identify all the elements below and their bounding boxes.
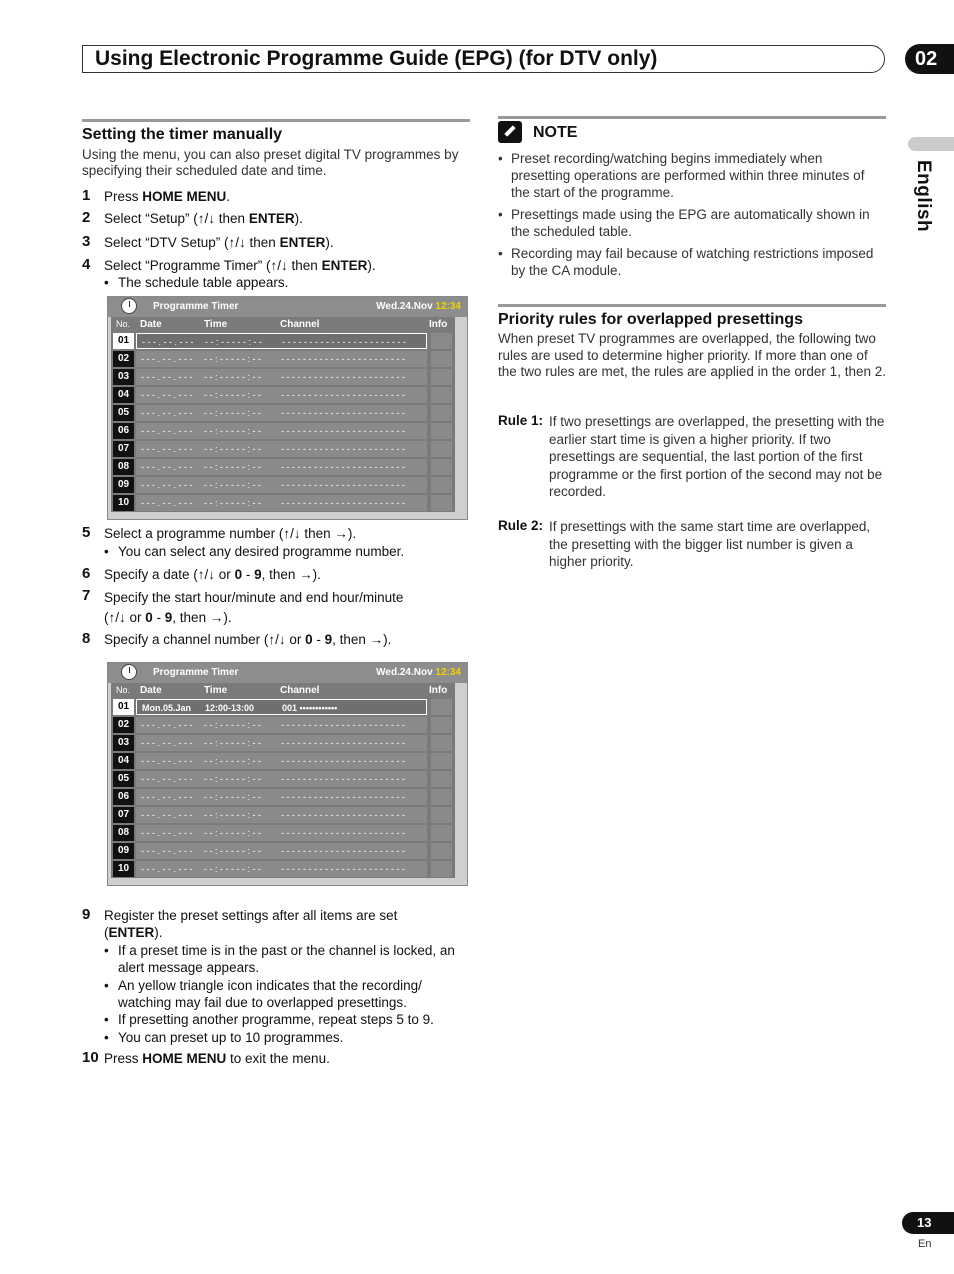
row-info (431, 459, 452, 475)
row-date: - - - . - - . - - - (141, 426, 193, 436)
row-info (431, 369, 452, 385)
row-cell (136, 843, 427, 859)
row-date: - - - . - - . - - - (141, 738, 193, 748)
row-channel: - - - - - - - - - - - - - - - - - - - - - - - (281, 480, 405, 490)
table-header (111, 317, 455, 332)
section-rule (82, 119, 470, 122)
row-info (431, 753, 452, 769)
page-title: Using Electronic Programme Guide (EPG) (for DTV only) (95, 47, 658, 70)
step-text: ). (325, 235, 334, 250)
step-text: Select a programme number (↑/↓ then →). (104, 526, 357, 541)
timer-table (111, 317, 455, 512)
section-intro: Using the menu, you can also preset digital TV programmes by specifying their scheduled date and time. (82, 147, 459, 178)
row-cell (136, 369, 427, 385)
key-label: 9 (164, 610, 173, 625)
row-cell (136, 405, 427, 421)
step-text: Select “Programme Timer” (↑/↓ then (104, 258, 322, 273)
row-number: 08 (113, 459, 134, 475)
row-cell (136, 477, 427, 493)
time-text: 12:34 (435, 667, 461, 678)
table-row[interactable] (111, 771, 455, 787)
step-7 (82, 588, 472, 624)
table-row[interactable] (111, 717, 455, 733)
step-text: , then →). (172, 610, 232, 625)
row-channel: - - - - - - - - - - - - - - - - - - - - - - - (281, 864, 405, 874)
row-cell (136, 861, 427, 877)
table-row[interactable] (111, 441, 455, 457)
table-row[interactable] (111, 423, 455, 439)
step-1 (82, 188, 472, 206)
row-channel: - - - - - - - - - - - - - - - - - - - - - - - (281, 828, 405, 838)
col-date: Date (140, 685, 162, 696)
row-channel: - - - - - - - - - - - - - - - - - - - - - - - (281, 792, 405, 802)
row-number: 01 (113, 333, 134, 349)
row-number: 05 (113, 405, 134, 421)
col-no: No. (116, 319, 131, 329)
row-channel: - - - - - - - - - - - - - - - - - - - - - - - (282, 337, 406, 347)
row-date: - - - . - - . - - - (141, 480, 193, 490)
step-text: . (226, 189, 231, 204)
key-label: 0 (234, 567, 243, 582)
language-label: English (913, 160, 934, 233)
row-number: 10 (113, 495, 134, 511)
step-text: Specify a date (↑/↓ or (104, 567, 235, 582)
step-3 (82, 234, 472, 252)
table-row[interactable] (111, 825, 455, 841)
key-label: 0 (305, 632, 313, 647)
note-label: NOTE (533, 124, 578, 141)
row-time: - - : - - - - - : - - (204, 444, 261, 454)
step-9-bullet: • If a preset time is in the past or the channel is locked, an alert message appears. (104, 942, 474, 976)
key-label: ENTER (279, 235, 326, 250)
step-number: 5 (82, 524, 91, 541)
row-date: - - - . - - . - - - (141, 444, 193, 454)
row-cell (136, 771, 427, 787)
row-cell (136, 699, 427, 715)
row-number: 03 (113, 735, 134, 751)
row-channel: - - - - - - - - - - - - - - - - - - - - - - - (281, 462, 405, 472)
row-channel: - - - - - - - - - - - - - - - - - - - - - - - (281, 756, 405, 766)
row-info (431, 423, 452, 439)
col-channel: Channel (280, 685, 320, 696)
row-channel: - - - - - - - - - - - - - - - - - - - - - - - (281, 498, 405, 508)
step-text: ). (367, 258, 376, 273)
time-text: 12:34 (435, 301, 461, 312)
row-info (431, 387, 452, 403)
key-label: 0 (145, 610, 153, 625)
row-info (431, 843, 452, 859)
row-cell (136, 387, 427, 403)
row-info (431, 495, 452, 511)
row-cell (136, 735, 427, 751)
row-number: 02 (113, 351, 134, 367)
key-label: 9 (254, 567, 262, 582)
key-label: ENTER (108, 925, 155, 940)
row-channel: - - - - - - - - - - - - - - - - - - - - - - - (281, 846, 405, 856)
step-5-bullet: • You can select any desired programme number. (104, 543, 474, 560)
row-date: - - - . - - . - - - (141, 354, 193, 364)
row-channel: - - - - - - - - - - - - - - - - - - - - - - - (281, 738, 405, 748)
key-label: ENTER (321, 258, 368, 273)
row-channel: - - - - - - - - - - - - - - - - - - - - - - - (281, 354, 405, 364)
col-no: No. (116, 685, 131, 695)
row-time: - - : - - - - - : - - (204, 462, 261, 472)
rule-text: If presettings with the same start time are overlapped, the presetting with the bigger list number is given a higher priority. (549, 519, 871, 569)
page-number: 13 (902, 1212, 954, 1234)
row-date: - - - . - - . - - - (141, 774, 193, 784)
col-info: Info (429, 319, 448, 330)
priority-heading: Priority rules for overlapped presettings (498, 311, 803, 328)
note-rule (498, 116, 886, 119)
step-text: Register the preset settings after all items are set (104, 908, 398, 923)
note-item: • Preset recording/watching begins immediately when presetting operations are performed within three minutes of the start of the programme. (498, 150, 878, 201)
row-cell (136, 495, 427, 511)
col-time: Time (204, 685, 228, 696)
row-info (431, 771, 452, 787)
row-cell (136, 459, 427, 475)
row-time: - - : - - - - - : - - (204, 372, 261, 382)
step-5 (82, 525, 472, 543)
screen-title: Programme Timer (153, 667, 239, 678)
table-row[interactable] (111, 387, 455, 403)
note-pencil-icon (498, 121, 522, 143)
row-time: - - : - - - - - : - - (205, 337, 262, 347)
step-text: , then →). (261, 567, 321, 582)
step-9-bullet: • If presetting another programme, repeat steps 5 to 9. (104, 1011, 474, 1028)
row-number: 05 (113, 771, 134, 787)
col-channel: Channel (280, 319, 320, 330)
table-row[interactable] (111, 843, 455, 859)
table-row[interactable] (111, 735, 455, 751)
row-number: 06 (113, 789, 134, 805)
row-time: - - : - - - - - : - - (204, 792, 261, 802)
key-label: ENTER (248, 211, 295, 226)
step-text: Press (104, 1051, 143, 1066)
row-date: - - - . - - . - - - (141, 810, 193, 820)
table-row[interactable] (111, 405, 455, 421)
step-8 (82, 631, 472, 649)
row-number: 02 (113, 717, 134, 733)
date-text: Wed.24.Nov (376, 301, 436, 312)
row-info (431, 441, 452, 457)
row-channel: - - - - - - - - - - - - - - - - - - - - - - - (281, 390, 405, 400)
row-time: - - : - - - - - : - - (204, 864, 261, 874)
row-time: - - : - - - - - : - - (204, 846, 261, 856)
row-cell (136, 717, 427, 733)
step-9 (82, 907, 472, 943)
row-number: 04 (113, 753, 134, 769)
row-time: - - : - - - - - : - - (204, 774, 261, 784)
row-info (431, 351, 452, 367)
step-text: - (152, 610, 165, 625)
row-date: - - - . - - . - - - (141, 720, 193, 730)
row-time: - - : - - - - - : - - (204, 738, 261, 748)
row-number: 04 (113, 387, 134, 403)
row-number: 07 (113, 807, 134, 823)
step-text: Press (104, 189, 143, 204)
row-info (431, 699, 452, 715)
note-item: • Recording may fail because of watching restrictions imposed by the CA module. (498, 245, 878, 279)
screen-title-bar (108, 297, 467, 317)
row-date: - - - . - - . - - - (141, 372, 193, 382)
row-time: - - : - - - - - : - - (204, 720, 261, 730)
row-channel: - - - - - - - - - - - - - - - - - - - - - - - (281, 408, 405, 418)
row-number: 06 (113, 423, 134, 439)
row-info (431, 717, 452, 733)
programme-timer-screen-empty (107, 296, 468, 520)
step-text: Select “Setup” (↑/↓ then (104, 211, 249, 226)
section-rule (498, 304, 886, 307)
row-channel: - - - - - - - - - - - - - - - - - - - - - - - (281, 720, 405, 730)
rule-label: Rule 2: (498, 518, 544, 533)
step-text: Specify a channel number (↑/↓ or (104, 632, 306, 647)
chapter-number: 02 (905, 44, 954, 74)
row-time: - - : - - - - - : - - (204, 426, 261, 436)
row-number: 01 (113, 699, 134, 715)
clock-icon (121, 298, 137, 314)
table-row[interactable] (111, 333, 455, 349)
col-date: Date (140, 319, 162, 330)
table-row[interactable] (111, 861, 455, 877)
step-text: (↑/↓ or (104, 610, 146, 625)
row-info (431, 333, 452, 349)
step-text: ). (294, 211, 303, 226)
step-text: Specify the start hour/minute and end hour/minute (104, 590, 404, 605)
row-date: - - - . - - . - - - (141, 846, 193, 856)
step-10 (82, 1050, 472, 1068)
table-row[interactable] (111, 753, 455, 769)
row-date: - - - . - - . - - - (141, 498, 193, 508)
row-info (431, 807, 452, 823)
table-row[interactable] (111, 807, 455, 823)
row-info (431, 477, 452, 493)
timer-table (111, 683, 455, 878)
step-number: 1 (82, 187, 91, 204)
row-cell (136, 423, 427, 439)
row-number: 07 (113, 441, 134, 457)
row-time: - - : - - - - - : - - (204, 480, 261, 490)
step-number: 6 (82, 565, 91, 582)
row-date: - - - . - - . - - - (141, 828, 193, 838)
note-item: • Presettings made using the EPG are automatically shown in the scheduled table. (498, 206, 878, 240)
step-number: 4 (82, 256, 91, 273)
row-cell (136, 753, 427, 769)
row-time: - - : - - - - - : - - (204, 756, 261, 766)
row-date: - - - . - - . - - - (141, 792, 193, 802)
row-time: - - : - - - - - : - - (204, 390, 261, 400)
row-time: 12:00-13:00 (205, 703, 255, 713)
title-bar (82, 45, 885, 73)
programme-timer-screen-filled (107, 662, 468, 886)
rule-text: If two presettings are overlapped, the presetting with the earlier start time is given a higher priority. If two presettings are sequential, the last portion of the first programme or the first portion of the second may not be recorded. (549, 414, 885, 499)
row-time: - - : - - - - - : - - (204, 828, 261, 838)
rule-label: Rule 1: (498, 413, 544, 428)
side-tab (908, 137, 954, 151)
row-number: 08 (113, 825, 134, 841)
row-cell (136, 351, 427, 367)
table-row[interactable] (111, 789, 455, 805)
key-label: HOME MENU (142, 189, 227, 204)
row-cell (136, 789, 427, 805)
table-row[interactable] (111, 477, 455, 493)
row-info (431, 405, 452, 421)
table-row[interactable] (111, 495, 455, 511)
table-row[interactable] (111, 699, 455, 715)
row-cell (136, 807, 427, 823)
step-text: ( (104, 925, 109, 940)
row-time: - - : - - - - - : - - (204, 408, 261, 418)
row-date: - - - . - - . - - - (141, 462, 193, 472)
step-text: ). (154, 925, 163, 940)
step-9-bullet: • You can preset up to 10 programmes. (104, 1029, 474, 1046)
step-text: - (312, 632, 325, 647)
step-text: Select “DTV Setup” (↑/↓ then (104, 235, 280, 250)
step-4 (82, 257, 472, 275)
row-date: - - - . - - . - - - (142, 337, 194, 347)
row-cell (136, 825, 427, 841)
date-text: Wed.24.Nov (376, 667, 436, 678)
table-header (111, 683, 455, 698)
row-info (431, 735, 452, 751)
row-channel: - - - - - - - - - - - - - - - - - - - - - - - (281, 426, 405, 436)
row-channel: - - - - - - - - - - - - - - - - - - - - - - - (281, 444, 405, 454)
table-row[interactable] (111, 369, 455, 385)
step-text: , then →). (332, 632, 392, 647)
row-time: - - : - - - - - : - - (204, 498, 261, 508)
col-time: Time (204, 319, 228, 330)
table-row[interactable] (111, 351, 455, 367)
row-number: 09 (113, 843, 134, 859)
step-6 (82, 566, 472, 584)
section-heading: Setting the timer manually (82, 126, 283, 143)
row-number: 03 (113, 369, 134, 385)
row-date: - - - . - - . - - - (141, 408, 193, 418)
row-date: Mon.05.Jan (142, 703, 192, 713)
step-2 (82, 210, 472, 228)
priority-intro: When preset TV programmes are overlapped, the following two rules are used to determine higher priority. If more than one of the two rules are met, the rules are applied in the order 1, then 2. (498, 331, 886, 379)
screen-date (376, 667, 461, 678)
row-number: 10 (113, 861, 134, 877)
row-cell (136, 333, 427, 349)
step-number: 10 (82, 1049, 99, 1066)
step-number: 3 (82, 233, 91, 250)
step-number: 9 (82, 906, 91, 923)
screen-title: Programme Timer (153, 301, 239, 312)
step-number: 2 (82, 209, 91, 226)
screen-title-bar (108, 663, 467, 683)
row-channel: 001 •••••••••••• (282, 703, 338, 713)
key-label: HOME MENU (142, 1051, 227, 1066)
row-time: - - : - - - - - : - - (204, 354, 261, 364)
row-channel: - - - - - - - - - - - - - - - - - - - - - - - (281, 774, 405, 784)
key-label: 9 (324, 632, 333, 647)
row-channel: - - - - - - - - - - - - - - - - - - - - - - - (281, 810, 405, 820)
language-code: En (918, 1238, 932, 1250)
step-text: - (242, 567, 255, 582)
col-info: Info (429, 685, 448, 696)
row-info (431, 789, 452, 805)
step-4-bullet: • The schedule table appears. (104, 274, 474, 291)
step-number: 8 (82, 630, 91, 647)
row-date: - - - . - - . - - - (141, 756, 193, 766)
row-channel: - - - - - - - - - - - - - - - - - - - - - - - (281, 372, 405, 382)
screen-date (376, 301, 461, 312)
clock-icon (121, 664, 137, 680)
table-row[interactable] (111, 459, 455, 475)
row-number: 09 (113, 477, 134, 493)
step-text: to exit the menu. (226, 1051, 330, 1066)
step-9-bullet: • An yellow triangle icon indicates that the recording/ watching may fail due to overlapped presettings. (104, 977, 474, 1011)
row-date: - - - . - - . - - - (141, 864, 193, 874)
row-info (431, 861, 452, 877)
row-date: - - - . - - . - - - (141, 390, 193, 400)
row-time: - - : - - - - - : - - (204, 810, 261, 820)
step-number: 7 (82, 587, 91, 604)
row-cell (136, 441, 427, 457)
row-info (431, 825, 452, 841)
